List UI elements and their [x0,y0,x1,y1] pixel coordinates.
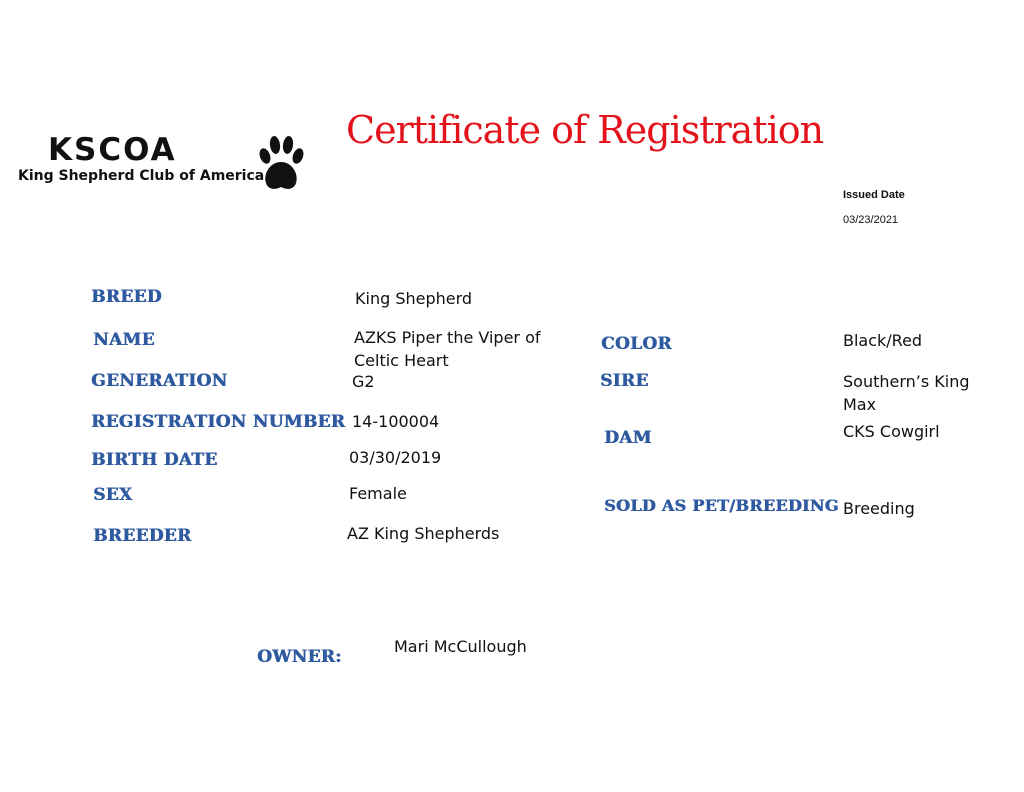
paw-icon [256,134,306,192]
breeder-value: AZ King Shepherds [347,524,500,543]
dam-label: DAM [604,428,652,448]
registration-number-label: REGISTRATION NUMBER [91,412,346,432]
owner-label: OWNER: [257,647,342,667]
sold-as-label: SOLD AS PET/BREEDING [604,496,839,515]
color-label: COLOR [601,334,672,354]
sex-value: Female [349,484,407,503]
dam-value: CKS Cowgirl [843,422,940,441]
sold-as-value: Breeding [843,499,915,518]
color-value: Black/Red [843,331,923,350]
breed-value: King Shepherd [355,289,473,308]
issued-date-value: 03/23/2021 [843,214,899,226]
breeder-label: BREEDER [93,526,192,546]
issued-date-label: Issued Date [843,189,905,201]
sire-label: SIRE [600,371,649,391]
name-value: AZKS Piper the Viper of Celtic Heart [354,328,541,370]
birth-date-label: BIRTH DATE [91,450,218,470]
generation-value: G2 [352,372,375,391]
birth-date-value: 03/30/2019 [349,448,442,467]
sire-value: Southern’s King Max [843,372,970,414]
certificate-title: Certificate of Registration [346,108,824,152]
owner-value: Mari McCullough [394,637,527,656]
name-label: NAME [93,330,155,350]
generation-label: GENERATION [91,371,228,391]
registration-number-value: 14-100004 [352,412,440,431]
sex-label: SEX [93,485,133,505]
club-logo-text: KSCOA [48,132,177,168]
club-logo-subtitle: King Shepherd Club of America [18,168,265,184]
breed-label: BREED [91,287,162,307]
